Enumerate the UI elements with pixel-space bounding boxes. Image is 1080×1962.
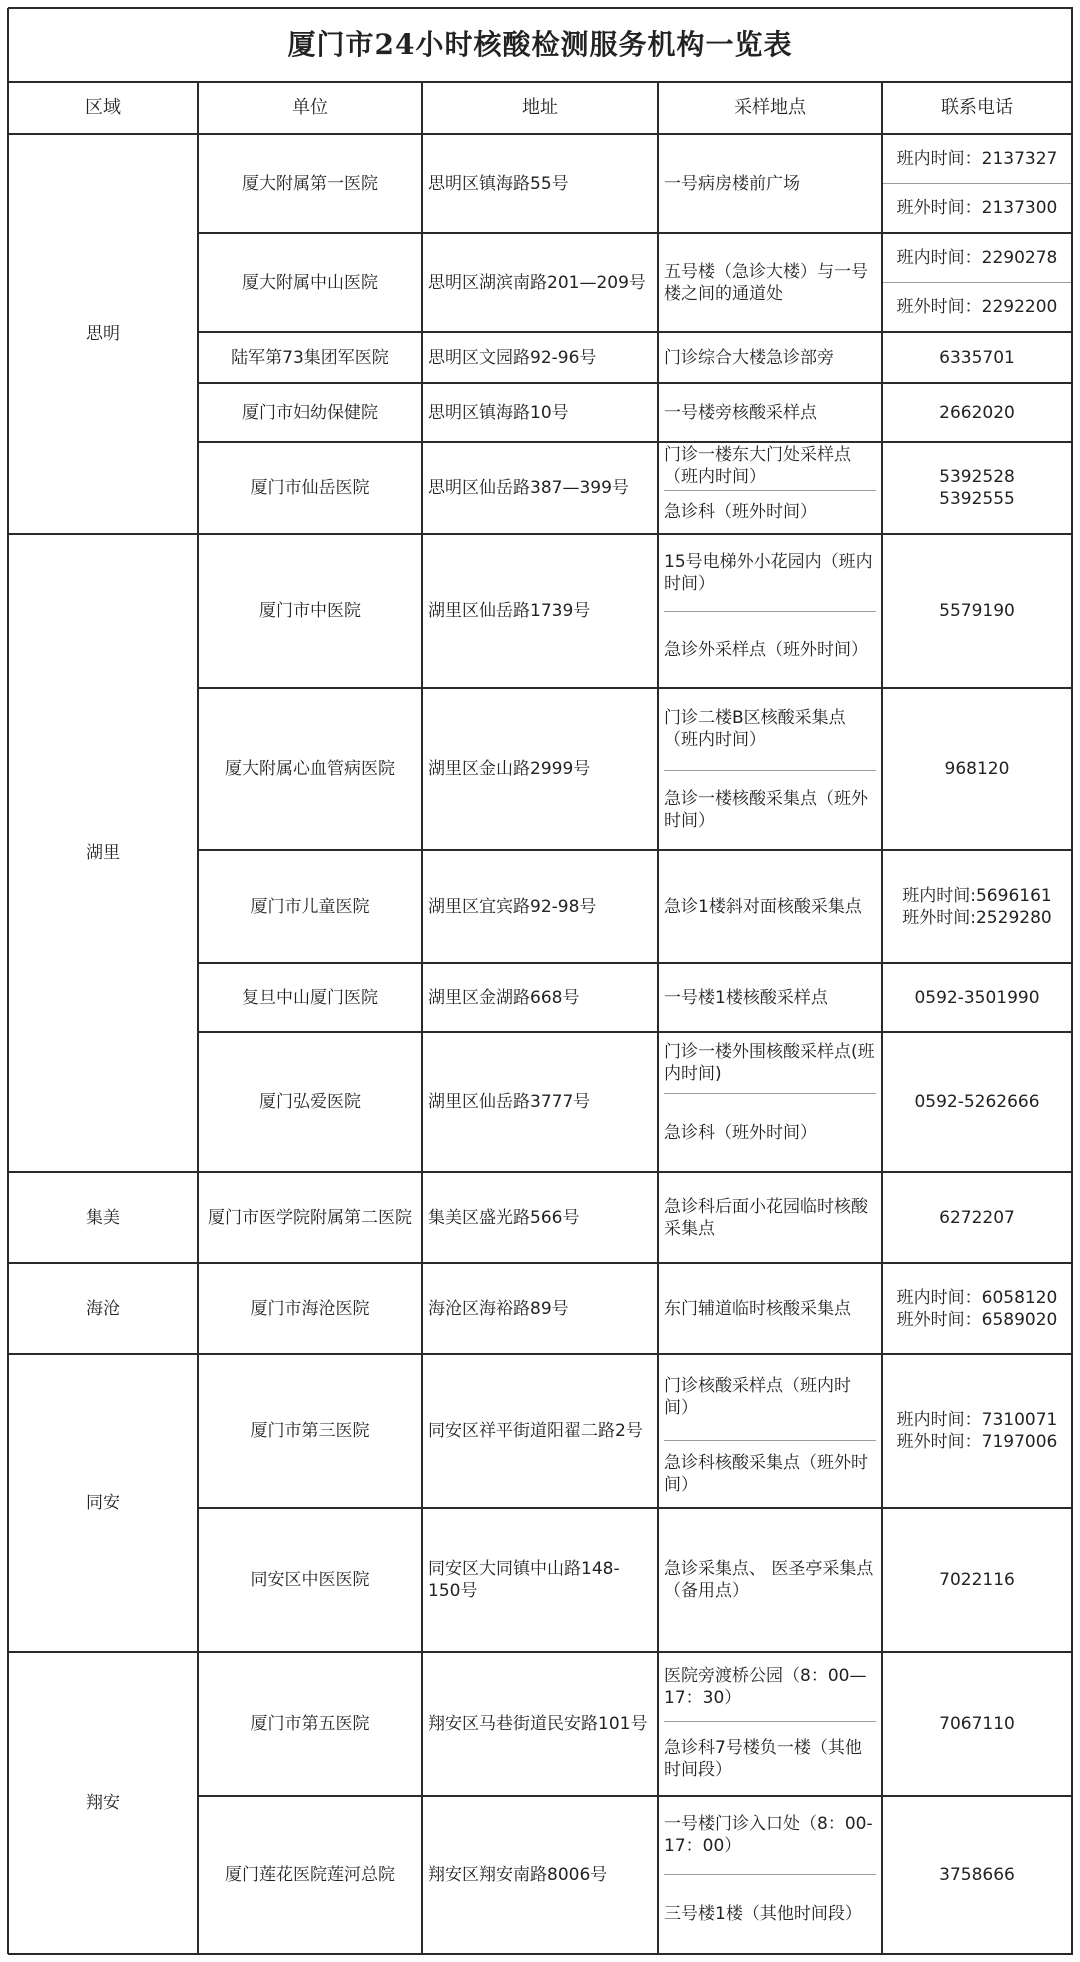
table-border-right	[1071, 8, 1073, 1954]
phone-cell: 班内时间：2137327	[896, 148, 1058, 169]
site-cell: 五号楼（急诊大楼）与一号楼之间的通道处	[664, 261, 868, 304]
site-cell: 一号楼1楼核酸采样点	[664, 987, 828, 1008]
site-cell: 急诊1楼斜对面核酸采集点	[664, 896, 862, 917]
address-cell: 思明区仙岳路387—399号	[428, 478, 629, 498]
table-border-top	[8, 7, 1073, 9]
site-cell: 急诊科后面小花园临时核酸采集点	[664, 1196, 868, 1239]
unit-cell: 厦大附属中山医院	[242, 272, 378, 293]
site-cell: 门诊综合大楼急诊部旁	[664, 347, 834, 368]
unit-cell: 厦门市医学院附属第二医院	[208, 1207, 412, 1228]
site-cell: 急诊一楼核酸采集点（班外时间）	[664, 789, 868, 831]
unit-cell: 同安区中医医院	[250, 1570, 370, 1590]
row-line	[198, 1795, 1073, 1797]
unit-cell: 复旦中山厦门医院	[242, 987, 378, 1008]
address-cell: 湖里区金山路2999号	[428, 759, 591, 779]
address-cell: 同安区祥平街道阳翟二路2号	[428, 1421, 643, 1441]
site-cell: 门诊核酸采样点（班内时间）	[664, 1376, 851, 1418]
site-cell: 一号病房楼前广场	[664, 173, 800, 194]
site-cell: 急诊科（班外时间）	[664, 502, 817, 522]
phone-cell: 班内时间：2290278	[896, 247, 1058, 268]
header-phone: 联系电话	[941, 97, 1013, 118]
address-cell: 思明区镇海路55号	[428, 173, 569, 194]
site-cell: 一号楼旁核酸采样点	[664, 402, 817, 423]
title-separator	[8, 81, 1073, 83]
column-line	[657, 82, 659, 1954]
address-cell: 湖里区仙岳路3777号	[428, 1092, 591, 1112]
site-cell: 门诊二楼B区核酸采集点（班内时间）	[664, 708, 846, 750]
site-cell: 门诊一楼外围核酸采样点(班内时间)	[664, 1041, 875, 1084]
row-line	[198, 962, 1073, 964]
header-district: 区域	[85, 97, 121, 118]
site-cell: 急诊科7号楼负一楼（其他时间段）	[664, 1737, 862, 1780]
phone-cell: 5579190	[939, 601, 1015, 621]
district-cell: 同安	[86, 1493, 120, 1513]
unit-cell: 厦门市海沧医院	[250, 1298, 370, 1319]
row-line	[198, 687, 1073, 689]
phone-cell: 7022116	[939, 1570, 1015, 1590]
cell-divider	[882, 282, 1072, 283]
row-line	[198, 382, 1073, 384]
unit-cell: 厦门市中医院	[259, 601, 361, 621]
phone-line: 班外时间：7197006	[896, 1432, 1058, 1452]
address-cell: 同安区大同镇中山路148-150号	[428, 1559, 620, 1601]
phone-line: 班内时间：7310071	[896, 1410, 1058, 1430]
column-line	[421, 82, 423, 1954]
unit-cell: 厦大附属第一医院	[242, 173, 378, 194]
phone-cell: 3758666	[939, 1865, 1015, 1885]
district-cell: 湖里	[86, 843, 120, 863]
row-line	[198, 331, 1073, 333]
address-cell: 集美区盛光路566号	[428, 1207, 580, 1228]
site-cell: 门诊一楼东大门处采样点（班内时间）	[664, 445, 851, 487]
phone-line: 班外时间:2529280	[902, 907, 1052, 928]
district-cell: 海沧	[86, 1298, 120, 1319]
column-line	[881, 82, 883, 1954]
phone-cell	[882, 850, 1072, 963]
cell-divider	[664, 490, 876, 491]
address-cell: 湖里区宜宾路92-98号	[428, 896, 597, 917]
site-cell: 东门辅道临时核酸采集点	[664, 1298, 851, 1319]
cell-divider	[664, 1874, 876, 1875]
phone-line: 班外时间：6589020	[896, 1309, 1058, 1330]
cell-divider	[664, 770, 876, 771]
cell-divider	[882, 183, 1072, 184]
site-cell: 医院旁渡桥公园（8：00—17：30）	[664, 1665, 867, 1708]
row-line	[198, 232, 1073, 234]
phone-cell: 班外时间：2292200	[896, 297, 1058, 317]
unit-cell: 厦门市儿童医院	[250, 896, 370, 917]
phone-cell: 968120	[944, 759, 1010, 779]
header-site: 采样地点	[734, 97, 806, 118]
header-address: 地址	[522, 97, 558, 118]
unit-cell: 厦门市第三医院	[250, 1421, 370, 1441]
phone-cell: 7067110	[939, 1714, 1015, 1734]
row-line	[198, 441, 1073, 443]
phone-cell	[882, 1354, 1072, 1508]
phone-line: 班内时间：6058120	[896, 1287, 1058, 1308]
address-cell: 湖里区金湖路668号	[428, 987, 580, 1008]
site-cell: 急诊科（班外时间）	[664, 1122, 817, 1143]
address-cell: 思明区镇海路10号	[428, 402, 569, 423]
district-cell: 翔安	[86, 1793, 120, 1813]
phone-cell: 班外时间：2137300	[896, 198, 1058, 218]
address-cell: 海沧区海裕路89号	[428, 1298, 569, 1319]
row-line	[8, 1171, 1073, 1173]
row-line	[8, 1651, 1073, 1653]
phone-cell: 2662020	[939, 402, 1015, 423]
phone-cell: 6335701	[939, 347, 1015, 368]
row-line	[198, 1031, 1073, 1033]
district-cell: 思明	[86, 324, 120, 344]
table-border-left	[7, 8, 9, 1954]
unit-cell: 厦门莲花医院莲河总院	[225, 1865, 395, 1885]
header-unit: 单位	[292, 97, 328, 118]
phone-line: 班内时间:5696161	[902, 885, 1052, 906]
address-cell: 湖里区仙岳路1739号	[428, 601, 591, 621]
address-cell: 翔安区马巷街道民安路101号	[428, 1714, 648, 1734]
cell-divider	[664, 1093, 876, 1094]
cell-divider	[664, 611, 876, 612]
unit-cell: 厦门市妇幼保健院	[242, 402, 378, 423]
site-cell: 15号电梯外小花园内（班内时间）	[664, 551, 873, 594]
site-cell: 急诊采集点、 医圣亭采集点（备用点）	[664, 1559, 874, 1601]
header-separator	[8, 133, 1073, 135]
unit-cell: 厦门市仙岳医院	[250, 478, 370, 498]
district-cell: 集美	[86, 1207, 120, 1228]
column-line	[197, 82, 199, 1954]
unit-cell: 陆军第73集团军医院	[231, 347, 389, 368]
cell-divider	[664, 1440, 876, 1441]
unit-cell: 厦门市第五医院	[250, 1714, 370, 1734]
phone-cell: 6272207	[939, 1207, 1015, 1228]
site-cell: 一号楼门诊入口处（8：00-17：00）	[664, 1814, 873, 1856]
phone-cell	[882, 1263, 1072, 1354]
row-line	[198, 849, 1073, 851]
address-cell: 思明区文园路92-96号	[428, 347, 597, 368]
address-cell: 翔安区翔安南路8006号	[428, 1865, 608, 1885]
site-cell: 急诊外采样点（班外时间）	[664, 639, 868, 660]
phone-cell: 0592-5262666	[914, 1092, 1040, 1112]
unit-cell: 厦大附属心血管病医院	[225, 759, 395, 779]
unit-cell: 厦门弘爱医院	[259, 1092, 361, 1112]
site-cell: 急诊科核酸采集点（班外时间）	[664, 1453, 868, 1495]
row-line	[8, 1353, 1073, 1355]
site-cell: 三号楼1楼（其他时间段）	[664, 1904, 862, 1924]
row-line	[8, 1262, 1073, 1264]
cell-divider	[664, 1721, 876, 1722]
row-line	[8, 533, 1073, 535]
phone-cell: 0592-3501990	[914, 987, 1040, 1008]
row-line	[198, 1507, 1073, 1509]
address-cell: 思明区湖滨南路201—209号	[428, 272, 646, 293]
page-title: 厦门市24小时核酸检测服务机构一览表	[287, 28, 793, 61]
table-border-bottom	[8, 1953, 1073, 1955]
phone-cell: 5392528 5392555	[939, 467, 1049, 509]
